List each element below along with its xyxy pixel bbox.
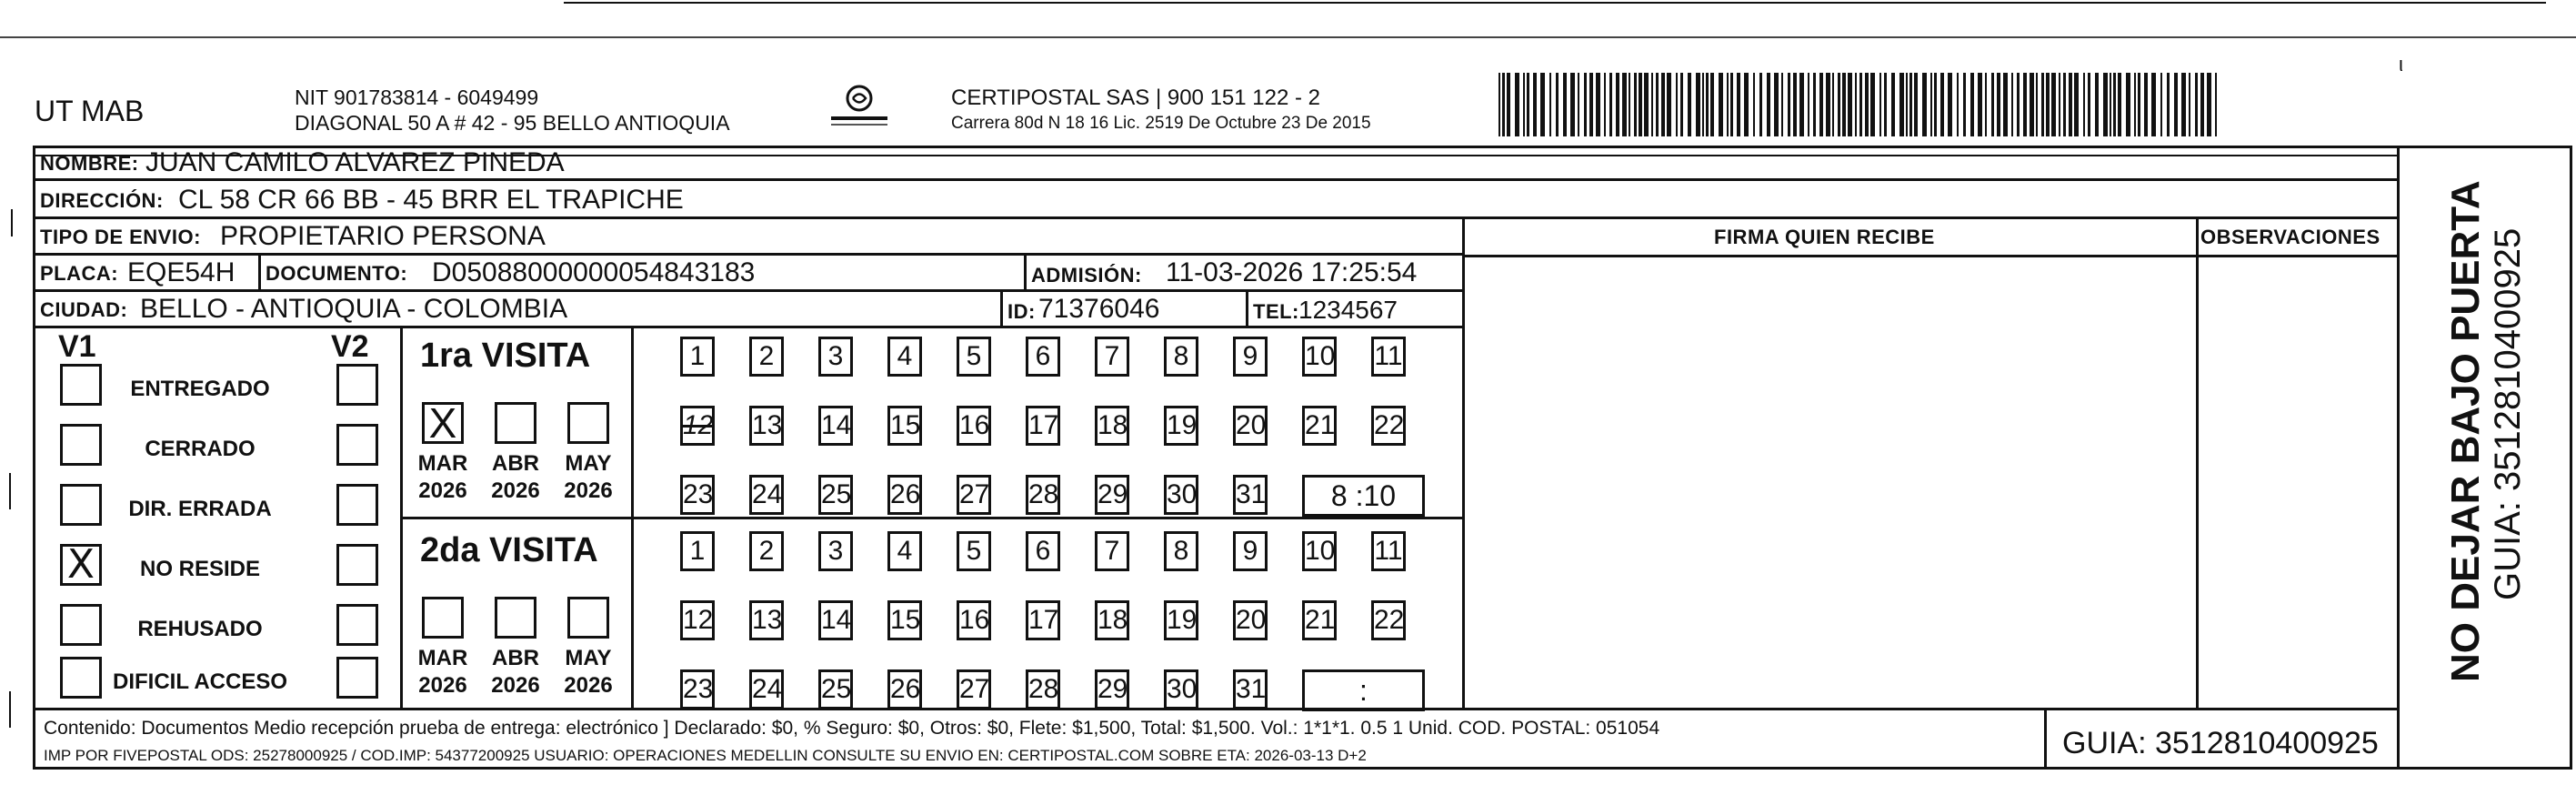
barcode-bar: [1884, 73, 1887, 136]
status-v2-checkbox[interactable]: [336, 484, 378, 526]
barcode-bar: [2207, 73, 2211, 136]
barcode-bar: [2095, 73, 2099, 136]
visit-day-box[interactable]: 2: [749, 337, 784, 377]
barcode-bar: [1589, 73, 1593, 136]
visit-day-box[interactable]: 27: [957, 475, 991, 515]
visit-day-box[interactable]: 24: [749, 669, 784, 709]
tipo-envio-label: TIPO DE ENVIO:: [40, 226, 201, 248]
visit-day-box[interactable]: 24: [749, 475, 784, 515]
barcode-bar: [1661, 73, 1665, 136]
company-name: UT MAB: [35, 95, 145, 127]
barcode-bar: [2200, 73, 2204, 136]
barcode-bar: [1767, 73, 1770, 136]
barcode-bar: [1622, 73, 1627, 136]
row-sep-2: [33, 216, 2400, 219]
visit-day-box[interactable]: 10: [1302, 531, 1337, 571]
row-sep-3: [33, 253, 1462, 256]
barcode-bar: [2003, 73, 2008, 136]
status-label: NO RESIDE: [139, 557, 261, 581]
visit-day-box[interactable]: 12: [680, 600, 715, 640]
visit-day-box[interactable]: 1: [680, 337, 715, 377]
barcode-bar: [1899, 73, 1904, 136]
barcode-bar: [1515, 73, 1519, 136]
visit-day-box[interactable]: 6: [1026, 531, 1060, 571]
margin-mark-3: [9, 691, 11, 728]
barcode-bar: [1596, 73, 1600, 136]
barcode-bar: [1680, 73, 1683, 136]
visit-title: 1ra VISITA: [420, 337, 591, 375]
visit-day-box[interactable]: 21: [1302, 600, 1337, 640]
barcode-bar: [1948, 73, 1952, 136]
visit-day-box[interactable]: 17: [1026, 406, 1060, 446]
barcode-bar: [2017, 73, 2020, 136]
visit-day-box[interactable]: 23: [680, 475, 715, 515]
id-label: ID:: [1007, 300, 1036, 323]
barcode-bar: [1533, 73, 1537, 136]
barcode-bar: [1826, 73, 1830, 136]
visit-day-box[interactable]: 18: [1095, 406, 1129, 446]
visit-month-checkbox[interactable]: [495, 597, 536, 639]
company-address: DIAGONAL 50 A # 42 - 95 BELLO ANTIOQUIA: [295, 111, 730, 135]
visit-day-box[interactable]: 15: [887, 406, 922, 446]
visit-day-box[interactable]: 11: [1371, 337, 1406, 377]
side-title: NO DEJAR BAJO PUERTA: [2443, 180, 2488, 682]
visit-month-year: 2026: [491, 673, 540, 698]
direccion-label: DIRECCIÓN:: [40, 189, 164, 212]
col-header-sep: [1462, 255, 2400, 257]
visit-day-box[interactable]: 30: [1164, 475, 1198, 515]
tel-label: TEL:: [1253, 300, 1299, 323]
visit-day-box[interactable]: 30: [1164, 669, 1198, 709]
nombre-label: NOMBRE:: [40, 152, 139, 175]
visit-months-sep: [631, 326, 634, 708]
documento-label: DOCUMENTO:: [266, 262, 408, 285]
barcode-bar: [2110, 73, 2111, 136]
barcode-bar: [1838, 73, 1840, 136]
visit-day-box[interactable]: 22: [1371, 600, 1406, 640]
direccion-value: CL 58 CR 66 BB - 45 BRR EL TRAPICHE: [178, 185, 684, 215]
barcode-bar: [1909, 73, 1912, 136]
barcode-bar: [2113, 73, 2116, 136]
barcode-bar: [1719, 73, 1723, 136]
barcode-bar: [1930, 73, 1932, 136]
visit-time-field[interactable]: 8 :10: [1302, 475, 1425, 517]
barcode-bar: [1906, 73, 1908, 136]
barcode-bar: [2074, 73, 2079, 136]
admision-label: ADMISIÓN:: [1031, 264, 1142, 287]
barcode-bar: [2069, 73, 2072, 136]
firma-header: FIRMA QUIEN RECIBE: [1714, 226, 1935, 248]
visit-day-box[interactable]: 20: [1233, 406, 1268, 446]
ciudad-label: CIUDAD:: [40, 298, 128, 321]
barcode-bar: [1855, 73, 1857, 136]
scan-top-line: [564, 2, 2546, 4]
barcode-bar: [1997, 73, 2000, 136]
status-v2-checkbox[interactable]: [336, 424, 378, 466]
visit-day-box[interactable]: 3: [818, 337, 853, 377]
barcode-bar: [1710, 73, 1714, 136]
barcode-bar: [1991, 73, 1994, 136]
barcode-bar: [2030, 73, 2034, 136]
barcode-bar: [1549, 73, 1551, 136]
visit-day-box[interactable]: 23: [680, 669, 715, 709]
ciudad-value: BELLO - ANTIOQUIA - COLOMBIA: [140, 294, 568, 324]
visit-title: 2da VISITA: [420, 531, 598, 569]
barcode-bar: [2036, 73, 2038, 136]
visit-month-checkbox[interactable]: [422, 597, 464, 639]
status-v1-checkbox[interactable]: X: [60, 544, 102, 586]
visit-day-box[interactable]: 26: [887, 669, 922, 709]
footer-guia-sep: [2044, 708, 2047, 770]
barcode-bar: [1848, 73, 1852, 136]
margin-mark-1: [11, 209, 13, 236]
status-label: CERRADO: [145, 437, 256, 461]
visit-day-box[interactable]: 14: [818, 406, 853, 446]
barcode-bar: [1727, 73, 1729, 136]
visit-mid-sep: [400, 517, 1462, 519]
visit-day-box[interactable]: 7: [1095, 531, 1129, 571]
visit-month-checkbox[interactable]: X: [422, 402, 464, 444]
barcode-bar: [1609, 73, 1612, 136]
barcode-bar: [1753, 73, 1755, 136]
visit-day-box[interactable]: 1: [680, 531, 715, 571]
visit-month-name: ABR: [492, 646, 539, 670]
visit-day-box[interactable]: 31: [1233, 475, 1268, 515]
barcode-bar: [1730, 73, 1733, 136]
footer-contenido: Contenido: Documentos Medio recepción prueba de entrega: electrónico ] Declarado: $0, % Seguro: $0, Otros: $0, Flete: $1,500, Total: $1,500. Vol.: 1*1*1. 0.5 1 Unid. COD. POSTAL: 051054: [44, 718, 1660, 739]
tel-sep: [1246, 291, 1248, 326]
visit-day-box[interactable]: 22: [1371, 406, 1406, 446]
status-v2-checkbox[interactable]: [336, 544, 378, 586]
barcode-bar: [2051, 73, 2056, 136]
carrier-name: CERTIPOSTAL SAS | 900 151 122 - 2: [951, 86, 1320, 110]
visit-month-year: 2026: [564, 673, 613, 698]
visit-day-box[interactable]: 31: [1233, 669, 1268, 709]
barcode-bar: [1799, 73, 1804, 136]
barcode-bar: [1616, 73, 1619, 136]
barcode-bar: [1706, 73, 1709, 136]
certipostal-logo: [827, 84, 891, 135]
status-label: DIR. ERRADA: [128, 497, 272, 521]
visit-day-box[interactable]: 19: [1164, 600, 1198, 640]
visit-day-box[interactable]: 12: [680, 406, 715, 446]
visit-day-box[interactable]: 16: [957, 600, 991, 640]
visit-month-year: 2026: [564, 478, 613, 503]
barcode-bar: [1832, 73, 1834, 136]
barcode-bar: [1774, 73, 1779, 136]
visit-day-box[interactable]: 9: [1233, 531, 1268, 571]
visit-month-checkbox[interactable]: [567, 597, 609, 639]
barcode-bar: [2151, 73, 2156, 136]
observaciones-header: OBSERVACIONES: [2200, 226, 2381, 248]
visit-month-year: 2026: [491, 478, 540, 503]
barcode-bar: [1781, 73, 1783, 136]
barcode-bar: [1813, 73, 1816, 136]
barcode-bar: [1696, 73, 1700, 136]
placa-label: PLACA:: [40, 262, 119, 285]
visit-day-box[interactable]: 8: [1164, 531, 1198, 571]
barcode-bar: [1985, 73, 1987, 136]
barcode-bar: [1842, 73, 1846, 136]
visit-day-box[interactable]: 5: [957, 337, 991, 377]
documento-value: D050880000000548431​83: [432, 257, 756, 287]
barcode-bar: [1702, 73, 1704, 136]
footer-imp: IMP POR FIVEPOSTAL ODS: 25278000925 / COD.IMP: 54377200925 USUARIO: OPERACIONES MEDELLIN CONSULTE SU ENVIO EN: CERTIPOSTAL.COM SOBRE ETA: 2026-03-13 D+2: [44, 747, 1367, 764]
admision-sep: [1024, 255, 1027, 289]
barcode-bar: [1667, 73, 1671, 136]
visit-day-box[interactable]: 27: [957, 669, 991, 709]
visit-month-checkbox[interactable]: [567, 402, 609, 444]
scan-top-line-2: [0, 36, 2576, 38]
barcode-bar: [1639, 73, 1642, 136]
barcode-bar: [2134, 73, 2136, 136]
visit-day-box[interactable]: 5: [957, 531, 991, 571]
visit-day-box[interactable]: 10: [1302, 337, 1337, 377]
visit-day-box[interactable]: 14: [818, 600, 853, 640]
visit-day-box[interactable]: 25: [818, 475, 853, 515]
barcode-bar: [1914, 73, 1918, 136]
barcode-bar: [2174, 73, 2178, 136]
visit-day-box[interactable]: 28: [1026, 475, 1060, 515]
visit-day-box[interactable]: 16: [957, 406, 991, 446]
barcode-bar: [1502, 73, 1505, 136]
side-guia: GUIA: 3512810400925: [2488, 227, 2528, 600]
barcode-bar: [1604, 73, 1606, 136]
visit-day-box[interactable]: 25: [818, 669, 853, 709]
barcode-bar: [1584, 73, 1587, 136]
row-sep-1: [33, 178, 2400, 181]
barcode-bar: [1563, 73, 1567, 136]
barcode-bar: [1819, 73, 1823, 136]
firma-left-border: [1462, 216, 1465, 708]
visit-day-box[interactable]: 29: [1095, 669, 1129, 709]
barcode-bar: [1556, 73, 1559, 136]
visit-day-box[interactable]: 6: [1026, 337, 1060, 377]
tel-value: 1234567: [1298, 296, 1398, 324]
status-label: ENTREGADO: [130, 377, 270, 401]
barcode-bar: [1963, 73, 1966, 136]
margin-mark-2: [9, 473, 11, 509]
status-label: REHUSADO: [137, 617, 263, 641]
barcode-bar: [2103, 73, 2108, 136]
visit-day-box[interactable]: 21: [1302, 406, 1337, 446]
visit-month-name: MAR: [417, 451, 468, 476]
barcode-bar: [2195, 73, 2198, 136]
barcode-bar: [1970, 73, 1974, 136]
barcode-bar: [1540, 73, 1545, 136]
barcode-bar: [2041, 73, 2044, 136]
v2-label: V2: [331, 329, 369, 364]
barcode-bar: [1676, 73, 1678, 136]
barcode-bar: [2138, 73, 2140, 136]
visit-day-box[interactable]: 11: [1371, 531, 1406, 571]
visit-day-box[interactable]: 18: [1095, 600, 1129, 640]
barcode-bar: [1957, 73, 1959, 136]
barcode-bar: [1688, 73, 1691, 136]
barcode-bar: [1978, 73, 1982, 136]
visit-month-name: MAY: [565, 646, 612, 670]
visit-month-year: 2026: [418, 673, 467, 698]
barcode-bar: [1498, 73, 1500, 136]
visit-day-box[interactable]: 13: [749, 600, 784, 640]
barcode-bar: [1865, 73, 1869, 136]
visit-day-box[interactable]: 13: [749, 406, 784, 446]
visit-day-box[interactable]: 4: [887, 337, 922, 377]
nombre-value: JUAN CAMILO ALVAREZ PINEDA: [145, 147, 565, 177]
visit-month-year: 2026: [418, 478, 467, 503]
visit-day-box[interactable]: 19: [1164, 406, 1198, 446]
barcode-bar: [2023, 73, 2027, 136]
admision-value: 11-03-2026 17:25:54: [1166, 257, 1418, 287]
footer-guia: GUIA: 3512810400925: [2062, 726, 2379, 760]
barcode-bar: [2181, 73, 2186, 136]
barcode-bar: [1523, 73, 1525, 136]
barcode-bar: [1507, 73, 1510, 136]
visit-day-box[interactable]: 7: [1095, 337, 1129, 377]
id-value: 71376046: [1038, 294, 1160, 324]
barcode-bar: [1570, 73, 1575, 136]
id-sep: [1000, 291, 1003, 326]
visit-day-box[interactable]: 29: [1095, 475, 1129, 515]
barcode-bar: [1737, 73, 1740, 136]
barcode-bar: [1922, 73, 1927, 136]
barcode-bar: [2126, 73, 2130, 136]
placa-value: EQE54H: [127, 257, 236, 287]
barcode-bar: [2160, 73, 2162, 136]
barcode-bar: [2083, 73, 2085, 136]
barcode-bar: [2167, 73, 2170, 136]
barcode-bar: [1744, 73, 1749, 136]
barcode-bar: [1940, 73, 1944, 136]
barcode-bar: [1651, 73, 1653, 136]
barcode: [1498, 73, 2221, 136]
barcode-bar: [2059, 73, 2060, 136]
barcode-bar: [1629, 73, 1630, 136]
barcode-bar: [1634, 73, 1637, 136]
barcode-bar: [1759, 73, 1762, 136]
status-label: DIFICIL ACCESO: [112, 669, 287, 694]
barcode-bar: [1788, 73, 1790, 136]
obs-left-border: [2196, 216, 2199, 708]
visit-month-checkbox[interactable]: [495, 402, 536, 444]
visit-day-box[interactable]: 17: [1026, 600, 1060, 640]
visit-day-box[interactable]: 15: [887, 600, 922, 640]
status-v2-checkbox[interactable]: [336, 364, 378, 406]
visit-day-box[interactable]: 9: [1233, 337, 1268, 377]
barcode-bar: [2118, 73, 2121, 136]
barcode-bar: [2189, 73, 2190, 136]
barcode-bar: [2046, 73, 2050, 136]
corner-mark: ι: [2399, 53, 2403, 75]
barcode-bar: [1527, 73, 1529, 136]
barcode-bar: [1891, 73, 1895, 136]
carrier-license: Carrera 80d N 18 16 Lic. 2519 De Octubre 23 De 2015: [951, 114, 1371, 133]
visit-month-name: MAY: [565, 451, 612, 476]
barcode-bar: [2144, 73, 2148, 136]
tipo-envio-value: PROPIETARIO PERSONA: [220, 221, 546, 251]
barcode-bar: [2215, 73, 2217, 136]
visit-day-box[interactable]: 26: [887, 475, 922, 515]
v1-label: V1: [58, 329, 96, 364]
barcode-bar: [1879, 73, 1881, 136]
barcode-bar: [1934, 73, 1937, 136]
row-sep-5: [33, 326, 1462, 328]
visit-day-box[interactable]: 3: [818, 531, 853, 571]
visit-day-box[interactable]: 4: [887, 531, 922, 571]
barcode-bar: [1808, 73, 1809, 136]
barcode-bar: [1793, 73, 1797, 136]
visit-day-box[interactable]: 28: [1026, 669, 1060, 709]
visit-time-field[interactable]: :: [1302, 669, 1425, 711]
visit-day-box[interactable]: 8: [1164, 337, 1198, 377]
barcode-bar: [1870, 73, 1875, 136]
visit-day-box[interactable]: 20: [1233, 600, 1268, 640]
status-v2-checkbox[interactable]: [336, 657, 378, 699]
barcode-bar: [1859, 73, 1862, 136]
barcode-bar: [2011, 73, 2013, 136]
nit-line: NIT 901783814 - 6049499: [295, 86, 539, 109]
placa-sep: [258, 255, 261, 289]
barcode-bar: [2063, 73, 2066, 136]
visit-month-name: MAR: [417, 646, 468, 670]
barcode-bar: [2088, 73, 2090, 136]
barcode-bar: [1578, 73, 1579, 136]
visit-day-box[interactable]: 2: [749, 531, 784, 571]
visit-month-name: ABR: [492, 451, 539, 476]
status-v2-checkbox[interactable]: [336, 604, 378, 646]
barcode-bar: [1656, 73, 1659, 136]
barcode-bar: [1644, 73, 1649, 136]
